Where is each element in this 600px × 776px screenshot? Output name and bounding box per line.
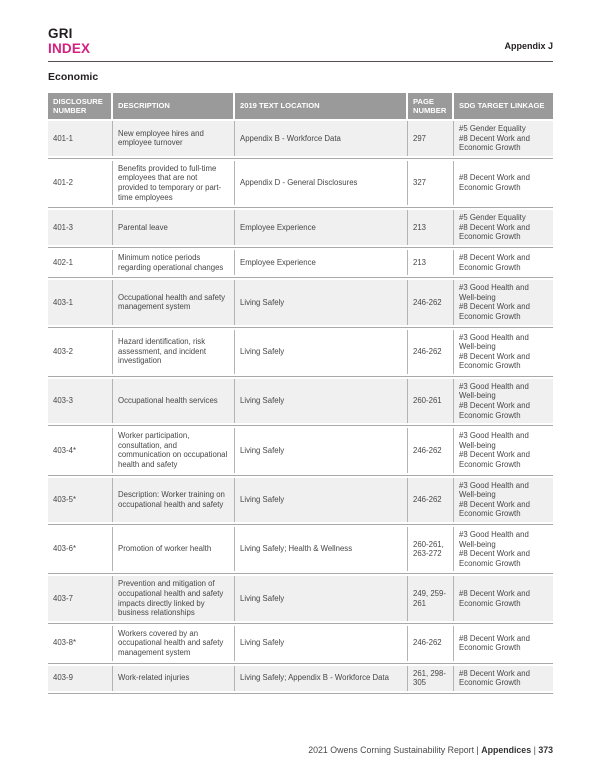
table-row [48, 379, 553, 423]
table-row [48, 210, 553, 245]
sdg-target-item: #3 Good Health and Well-being [459, 530, 529, 549]
cell-disclosure-number: 403-4* [48, 428, 113, 472]
sdg-target-item: #8 Decent Work and Economic Growth [459, 133, 530, 153]
cell-page-number: 261, 298-305 [408, 666, 454, 691]
cell-text-location: Appendix D - General Disclosures [235, 161, 408, 205]
cell-sdg-target-linkage [454, 626, 553, 661]
cell-disclosure-number: 403-3 [48, 379, 113, 423]
sdg-target-item: #8 Decent Work and Economic Growth [459, 588, 530, 608]
column-header-page-number: PAGE NUMBER [408, 93, 454, 119]
column-header-sdg-target-linkage: SDG TARGET LINKAGE [454, 93, 553, 119]
table-row [48, 576, 553, 620]
cell-sdg-target-linkage [454, 478, 553, 522]
cell-description: Description: Worker training on occupational health and safety [113, 478, 235, 522]
cell-description: Parental leave [113, 210, 235, 245]
table-row [48, 527, 553, 571]
cell-sdg-target-linkage [454, 428, 553, 472]
cell-page-number: 249, 259-261 [408, 576, 454, 620]
cell-text-location: Living Safely [235, 478, 408, 522]
sdg-target-item: #3 Good Health and Well-being [459, 381, 529, 401]
cell-disclosure-number: 401-1 [48, 121, 113, 156]
gri-logo-line2: INDEX [48, 41, 91, 56]
cell-page-number: 246-262 [408, 626, 454, 661]
cell-description: Promotion of worker health [113, 527, 235, 571]
sdg-target-item: #8 Decent Work and Economic Growth [459, 450, 530, 470]
sdg-target-item: #8 Decent Work and Economic Growth [459, 633, 530, 653]
cell-page-number: 297 [408, 121, 454, 156]
sdg-target-item: #3 Good Health and Well-being [459, 283, 529, 302]
section-title: Economic [48, 71, 99, 83]
cell-sdg-target-linkage [454, 379, 553, 423]
table-body [48, 121, 553, 696]
cell-text-location: Living Safely; Health & Wellness [235, 527, 408, 571]
cell-sdg-target-linkage [454, 576, 553, 620]
sdg-target-item: #8 Decent Work and Economic Growth [459, 173, 530, 192]
cell-page-number: 213 [408, 210, 454, 245]
page-header [48, 0, 553, 56]
sdg-target-item: #5 Gender Equality [459, 124, 526, 133]
cell-text-location: Living Safely; Appendix B - Workforce Data [235, 666, 408, 691]
cell-disclosure-number: 403-6* [48, 527, 113, 571]
cell-text-location: Living Safely [235, 379, 408, 423]
cell-text-location: Living Safely [235, 280, 408, 324]
header-divider [48, 61, 553, 62]
row-divider [48, 691, 553, 696]
table-row [48, 478, 553, 522]
table-row [48, 280, 553, 324]
cell-disclosure-number: 401-2 [48, 161, 113, 205]
sdg-target-item: #3 Good Health and Well-being [459, 480, 529, 500]
cell-disclosure-number: 403-1 [48, 280, 113, 324]
cell-sdg-target-linkage [454, 280, 553, 324]
cell-page-number: 327 [408, 161, 454, 205]
column-header-text-location: 2019 TEXT LOCATION [235, 93, 408, 119]
appendix-label: Appendix J [504, 41, 553, 51]
page-footer [308, 745, 553, 755]
cell-disclosure-number: 402-1 [48, 250, 113, 275]
cell-description: Occupational health services [113, 379, 235, 423]
cell-text-location: Employee Experience [235, 250, 408, 275]
table-row [48, 626, 553, 661]
cell-text-location: Living Safely [235, 626, 408, 661]
cell-disclosure-number: 403-2 [48, 330, 113, 374]
column-header-disclosure-number: DISCLOSURE NUMBER [48, 93, 113, 119]
table-row [48, 666, 553, 691]
cell-page-number: 246-262 [408, 280, 454, 324]
cell-description: Work-related injuries [113, 666, 235, 691]
cell-sdg-target-linkage [454, 527, 553, 571]
cell-sdg-target-linkage [454, 121, 553, 156]
cell-page-number: 246-262 [408, 330, 454, 374]
sdg-target-item: #3 Good Health and Well-being [459, 431, 529, 450]
cell-disclosure-number: 401-3 [48, 210, 113, 245]
footer-report-title: 2021 Owens Corning Sustainability Report [308, 745, 475, 755]
cell-page-number: 246-262 [408, 478, 454, 522]
table-row [48, 121, 553, 156]
table-row [48, 161, 553, 205]
cell-description: Hazard identification, risk assessment, and incident investigation [113, 330, 235, 374]
cell-sdg-target-linkage [454, 250, 553, 275]
cell-page-number: 260-261 [408, 379, 454, 423]
footer-separator-1: | [476, 745, 479, 755]
sdg-target-item: #8 Decent Work and Economic Growth [459, 302, 530, 321]
cell-description: Prevention and mitigation of occupational health and safety impacts directly linked by business relationships [113, 576, 235, 620]
table-header-row [48, 93, 553, 119]
cell-disclosure-number: 403-8* [48, 626, 113, 661]
page-content [48, 0, 553, 696]
sdg-target-item: #3 Good Health and Well-being [459, 332, 529, 352]
cell-disclosure-number: 403-7 [48, 576, 113, 620]
cell-text-location: Appendix B - Workforce Data [235, 121, 408, 156]
cell-text-location: Living Safely [235, 428, 408, 472]
cell-sdg-target-linkage [454, 161, 553, 205]
cell-description: Benefits provided to full-time employees that are not provided to temporary or part-time employees [113, 161, 235, 205]
cell-text-location: Living Safely [235, 330, 408, 374]
table-row [48, 250, 553, 275]
sdg-target-item: #8 Decent Work and Economic Growth [459, 549, 530, 568]
sdg-target-item: #5 Gender Equality [459, 213, 526, 223]
footer-section: Appendices [481, 745, 532, 755]
sdg-target-item: #8 Decent Work and Economic Growth [459, 668, 530, 688]
sdg-target-item: #8 Decent Work and Economic Growth [459, 252, 530, 272]
gri-logo-line1: GRI [48, 26, 73, 41]
gri-index-table [48, 93, 553, 696]
cell-text-location: Living Safely [235, 576, 408, 620]
footer-page-number: 373 [538, 745, 553, 755]
cell-text-location: Employee Experience [235, 210, 408, 245]
sdg-target-item: #8 Decent Work and Economic Growth [459, 222, 530, 242]
column-header-description: DESCRIPTION [113, 93, 235, 119]
footer-separator-2: | [533, 745, 536, 755]
cell-description: Worker participation, consultation, and communication on occupational health and safety [113, 428, 235, 472]
cell-description: Workers covered by an occupational health and safety management system [113, 626, 235, 661]
cell-sdg-target-linkage [454, 210, 553, 245]
cell-description: New employee hires and employee turnover [113, 121, 235, 156]
cell-page-number: 246-262 [408, 428, 454, 472]
cell-sdg-target-linkage [454, 666, 553, 691]
table-row [48, 428, 553, 472]
cell-description: Occupational health and safety management system [113, 280, 235, 324]
cell-sdg-target-linkage [454, 330, 553, 374]
cell-disclosure-number: 403-9 [48, 666, 113, 691]
sdg-target-item: #8 Decent Work and Economic Growth [459, 351, 530, 371]
cell-description: Minimum notice periods regarding operational changes [113, 250, 235, 275]
table-row [48, 330, 553, 374]
cell-disclosure-number: 403-5* [48, 478, 113, 522]
cell-page-number: 213 [408, 250, 454, 275]
sdg-target-item: #8 Decent Work and Economic Growth [459, 499, 530, 519]
cell-page-number: 260-261, 263-272 [408, 527, 454, 571]
sdg-target-item: #8 Decent Work and Economic Growth [459, 401, 530, 420]
